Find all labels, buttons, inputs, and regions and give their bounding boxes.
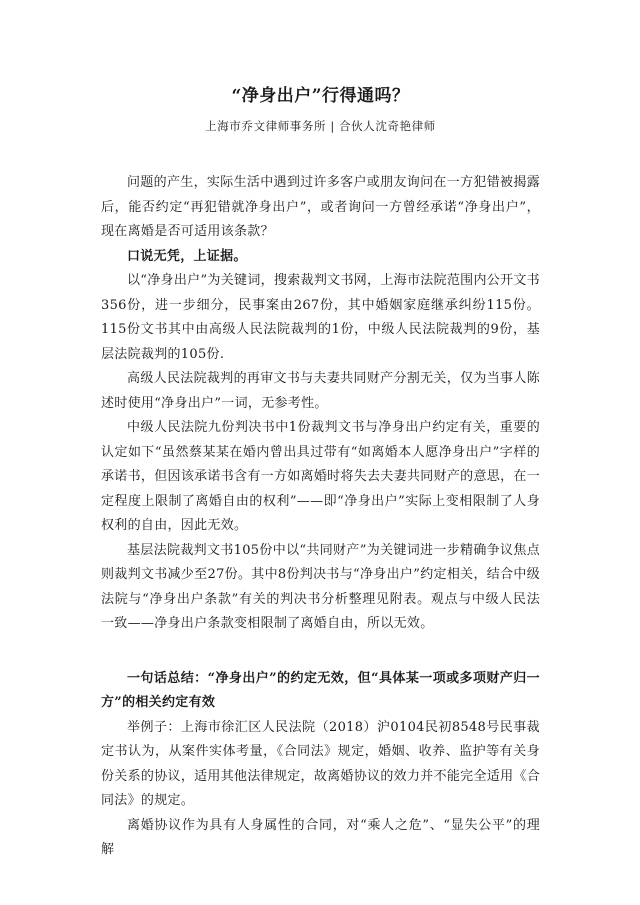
paragraph-summary: 一句话总结：“净身出户”的约定无效，但“具体某一项或多项财产归一方”的相关约定有效 — [101, 670, 540, 710]
paragraph-high-court: 高级人民法院裁判的再审文书与夫妻共同财产分割无关，仅为当事人陈述时使用“净身出户”一词，无参考性。 — [101, 371, 540, 411]
paragraph-example: 举例子：上海市徐汇区人民法院（2018）沪0104民初8548号民事裁定书认为，从案件实体考量，《合同法》规定，婚姻、收养、监护等有关身份关系的协议，适用其他法律规定，故离婚协议的效力并不能完全适用《合同法》的规定。 — [101, 719, 540, 808]
article-byline: 上海市乔文律师事务所 | 合伙人沈奇艳律师 — [205, 119, 436, 133]
paragraph-search-stats: 以“净身出户”为关键词，搜索裁判文书网，上海市法院范围内公开文书356份，进一步细分，民事案由267份，其中婚姻家庭继承纠纷115份。115份文书其中由高级人民法院裁判的1份，中级人民法院裁判的9份，基层法院裁判的105份. — [101, 273, 540, 362]
paragraph-intermediate-court: 中级人民法院九份判决书中1份裁判文书与净身出户约定有关，重要的认定如下“虽然蔡某某在婚内曾出具过带有“如离婚本人愿净身出户”字样的承诺书，但因该承诺书含有一方如离婚时将失去夫妻共同财产的意思，在一定程度上限制了离婚自由的权利”——即“净身出户”实际上变相限制了人身权利的自由，因此无效。 — [101, 420, 540, 533]
paragraph-intro: 问题的产生，实际生活中遇到过许多客户或朋友询问在一方犯错被揭露后，能否约定“再犯错就净身出户”，或者询问一方曾经承诺“净身出户”，现在离婚是否可适用该条款？ — [101, 175, 540, 239]
paragraph-basic-court: 基层法院裁判文书105份中以“共同财产”为关键词进一步精确争议焦点则裁判文书减少至27份。其中8份判决书与“净身出户”约定相关，结合中级法院与“净身出户条款”有关的判决书分析整理见附表。观点与中级人民法一致——净身出户条款变相限制了离婚自由，所以无效。 — [101, 542, 540, 631]
article-title: “净身出户”行得通吗？ — [231, 86, 410, 106]
section-spacer — [101, 637, 540, 667]
article-body — [101, 171, 540, 863]
paragraph-evidence-heading: 口说无凭，上证据。 — [127, 248, 247, 264]
paragraph-divorce-agreement: 离婚协议作为具有人身属性的合同，对“乘人之危”、“显失公平”的理解 — [101, 817, 540, 857]
